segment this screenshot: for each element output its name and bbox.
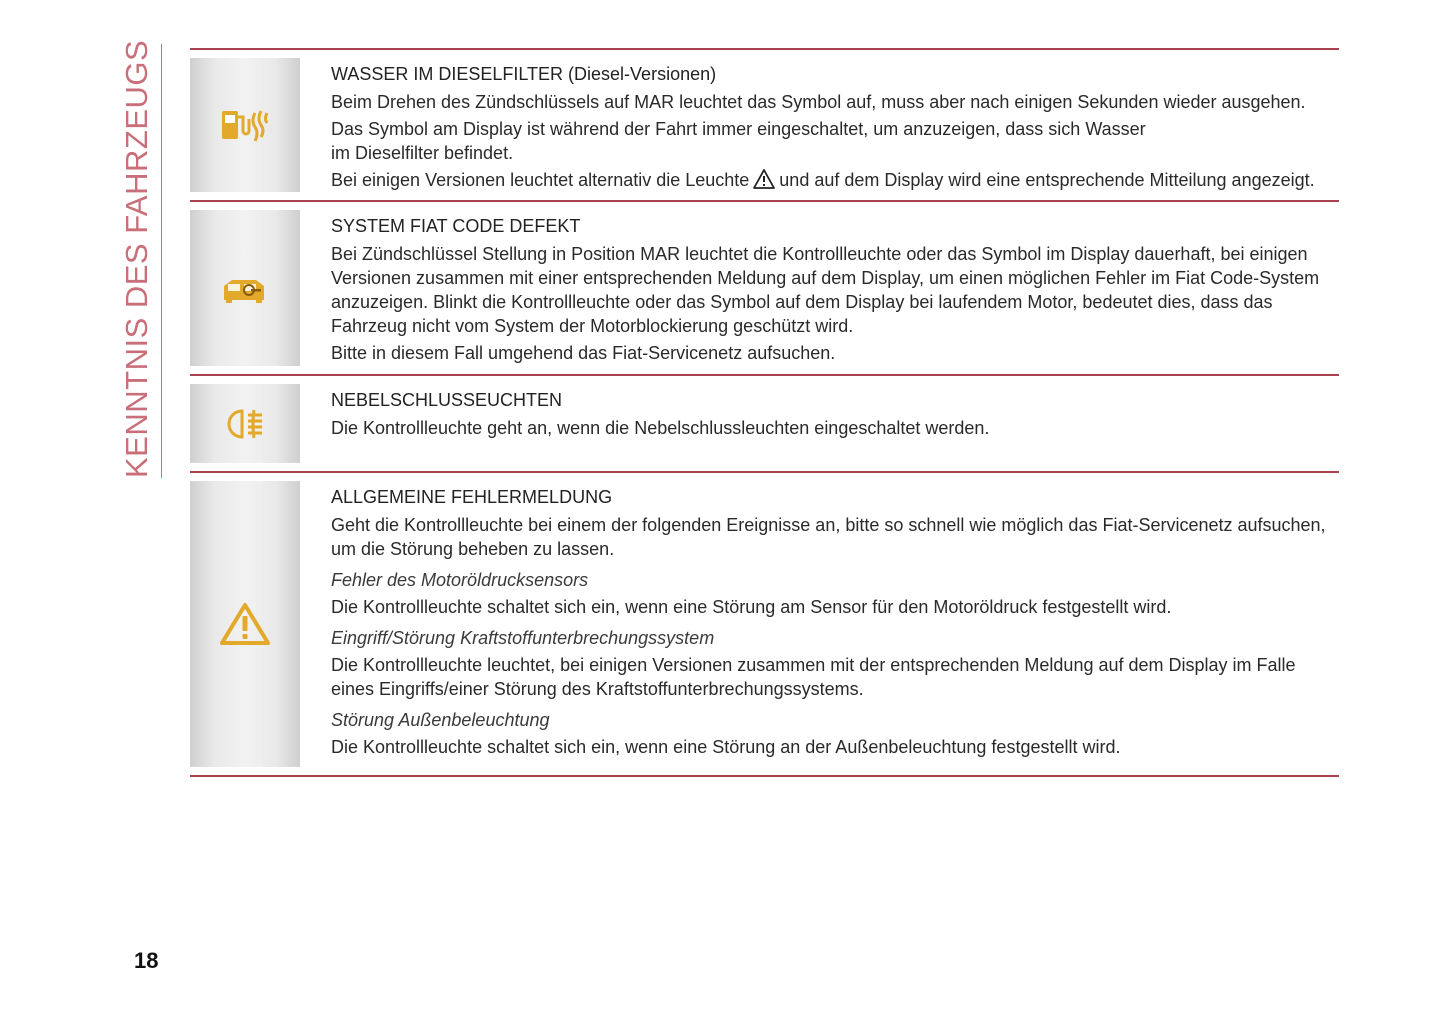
chapter-side-rule	[161, 44, 162, 478]
row-paragraph: Die Kontrollleuchte geht an, wenn die Nebelschlussleuchten eingeschaltet werden.	[331, 418, 990, 438]
subsection-text: Die Kontrollleuchte schaltet sich ein, wenn eine Störung am Sensor für den Motoröldruck festgestellt wird.	[331, 597, 1172, 617]
subsection-heading: Störung Außenbeleuchtung	[331, 710, 550, 730]
row-title: ALLGEMEINE FEHLERMELDUNG	[331, 487, 613, 507]
text-cell	[331, 376, 1339, 453]
warning-triangle-icon	[753, 169, 775, 195]
row-title: SYSTEM FIAT CODE DEFEKT	[331, 216, 581, 236]
text-cell	[331, 202, 1339, 378]
row-paragraph: im Dieselfilter befindet.	[331, 143, 514, 163]
subsection-heading: Eingriff/Störung Kraftstoffunterbrechungssystem	[331, 628, 715, 648]
subsection-text: Die Kontrollleuchte schaltet sich ein, wenn eine Störung an der Außenbeleuchtung festgestellt wird.	[331, 737, 1121, 757]
rear-fog-light-icon	[224, 406, 266, 442]
icon-cell	[190, 210, 300, 366]
row-title: NEBELSCHLUSSEUCHTEN	[331, 390, 563, 410]
row-text-before-icon: Bei einigen Versionen leuchtet alternativ die Leuchte	[331, 170, 750, 190]
table-row-rear-fog-light	[190, 374, 1339, 471]
page-number: 18	[134, 948, 159, 973]
row-paragraph	[331, 168, 1339, 195]
subsection-text: Die Kontrollleuchte leuchtet, bei einigen Versionen zusammen mit der entsprechenden Meldung auf dem Display im Falle eines Eingriffs/einer Störung des Kraftstoffunterbrechungssystems.	[331, 655, 1296, 699]
fiat-code-icon	[218, 270, 272, 306]
general-warning-icon	[219, 602, 271, 646]
icon-cell	[190, 384, 300, 463]
row-title: WASSER IM DIESELFILTER (Diesel-Versionen)	[331, 64, 717, 84]
row-text-after-icon: und auf dem Display wird eine entsprechende Mitteilung angezeigt.	[779, 170, 1315, 190]
icon-cell	[190, 481, 300, 767]
icon-cell	[190, 58, 300, 192]
text-cell	[331, 50, 1339, 208]
row-paragraph: Geht die Kontrollleuchte bei einem der folgenden Ereignisse an, bitte so schnell wie möglich das Fiat-Servicenetz aufsuchen, um die Störung beheben zu lassen.	[331, 515, 1326, 559]
row-paragraph: Beim Drehen des Zündschlüssels auf MAR leuchtet das Symbol auf, muss aber nach einigen Sekunden wieder ausgehen.	[331, 92, 1306, 112]
warning-light-table	[190, 48, 1339, 777]
row-paragraph: Bei Zündschlüssel Stellung in Position MAR leuchtet die Kontrollleuchte oder das Symbol im Display dauerhaft, bei einigen Versionen zusammen mit einer entsprechenden Meldung auf dem Display, um einen möglichen Fehler im Fiat Code-System anzuzeigen. Blinkt die Kontrollleuchte oder das Symbol auf dem Display bei laufendem Motor, bedeutet dies, dass das Fahrzeug nicht vom System der Motorblockierung geschützt wird.	[331, 244, 1320, 336]
water-in-diesel-filter-icon	[219, 107, 271, 143]
text-cell	[331, 473, 1339, 772]
row-paragraph: Das Symbol am Display ist während der Fahrt immer eingeschaltet, um anzuzeigen, dass sich Wasser	[331, 119, 1146, 139]
subsection-heading: Fehler des Motoröldrucksensors	[331, 570, 589, 590]
table-row-general-warning	[190, 471, 1339, 777]
chapter-side-title: KENNTNIS DES FAHRZEUGS	[119, 39, 154, 478]
table-row-fiat-code	[190, 200, 1339, 374]
row-paragraph: Bitte in diesem Fall umgehend das Fiat-Servicenetz aufsuchen.	[331, 343, 836, 363]
table-row-water-in-diesel-filter	[190, 48, 1339, 200]
